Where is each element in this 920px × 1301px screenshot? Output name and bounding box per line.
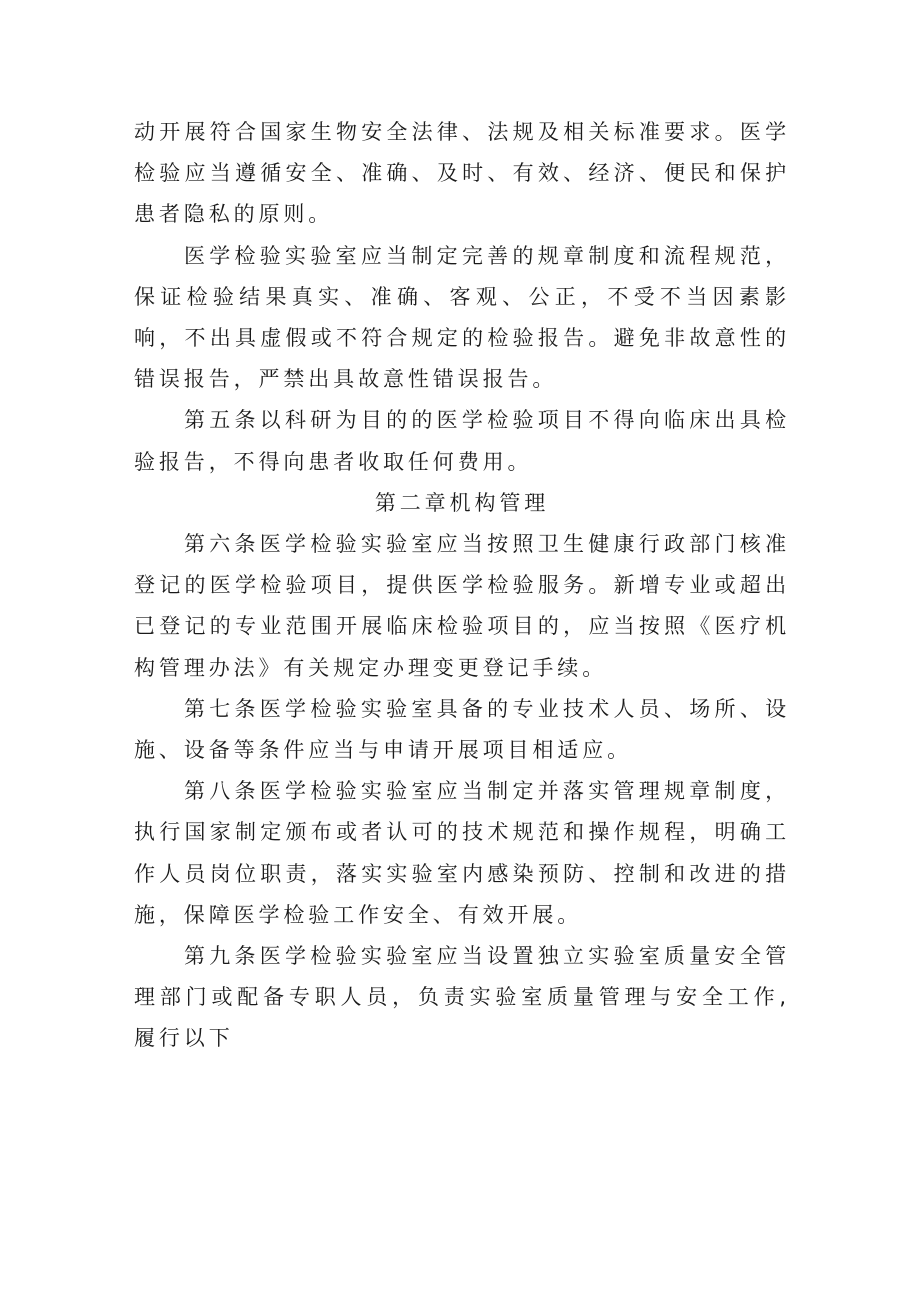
paragraph-article-9: 第九条医学检验实验室应当设置独立实验室质量安全管理部门或配备专职人员，负责实验室质量管理与安全工作,履行以下 <box>134 944 790 1051</box>
paragraph-continuation-principles: 动开展符合国家生物安全法律、法规及相关标准要求。医学检验应当遵循安全、准确、及时、有效、经济、便民和保护患者隐私的原则。 <box>134 120 790 227</box>
paragraph-article-7: 第七条医学检验实验室具备的专业技术人员、场所、设施、设备等条件应当与申请开展项目相适应。 <box>134 696 790 763</box>
paragraph-article-5: 第五条以科研为目的的医学检验项目不得向临床出具检验报告，不得向患者收取任何费用。 <box>134 408 790 474</box>
document-page <box>134 112 790 1060</box>
chapter-heading: 第二章机构管理 <box>374 490 550 515</box>
paragraph-rules-and-procedures: 医学检验实验室应当制定完善的规章制度和流程规范，保证检验结果真实、准确、客观、公正，不受不当因素影响，不出具虚假或不符合规定的检验报告。避免非故意性的错误报告，严禁出具故意性错误报告。 <box>134 243 790 392</box>
paragraph-article-6: 第六条医学检验实验室应当按照卫生健康行政部门核准登记的医学检验项目，提供医学检验服务。新增专业或超出已登记的专业范围开展临床检验项目的，应当按照《医疗机构管理办法》有关规定办理变更登记手续。 <box>134 532 790 680</box>
paragraph-article-8: 第八条医学检验实验室应当制定并落实管理规章制度，执行国家制定颁布或者认可的技术规范和操作规程，明确工作人员岗位职责，落实实验室内感染预防、控制和改进的措施，保障医学检验工作安全、有效开展。 <box>134 779 790 927</box>
